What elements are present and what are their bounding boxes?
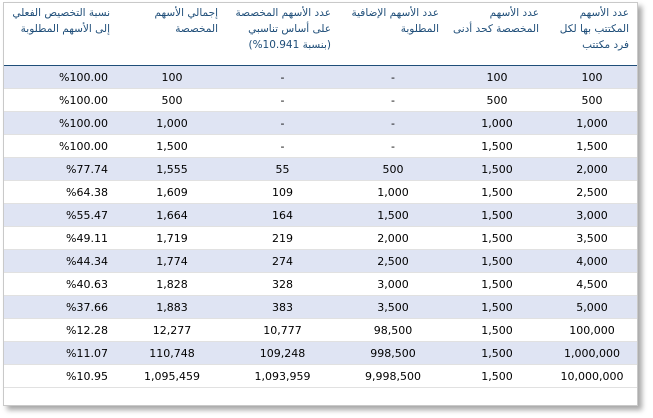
cell-pro-rata-allocated: 274 [226, 250, 339, 273]
table-row [4, 135, 637, 158]
cell-minimum-allocated: 1,500 [447, 342, 547, 365]
cell-total-allocated: 1,664 [118, 204, 226, 227]
table-row [4, 273, 637, 296]
cell-minimum-allocated: 1,000 [447, 112, 547, 135]
cell-subscribed-shares: 10,000,000 [547, 365, 637, 388]
cell-allocation-ratio: %100.00 [4, 89, 118, 112]
cell-total-allocated: 500 [118, 89, 226, 112]
cell-pro-rata-allocated: 109,248 [226, 342, 339, 365]
cell-pro-rata-allocated: 10,777 [226, 319, 339, 342]
cell-total-allocated: 1,095,459 [118, 365, 226, 388]
cell-pro-rata-allocated: 219 [226, 227, 339, 250]
table-row [4, 66, 637, 89]
cell-minimum-allocated: 100 [447, 66, 547, 89]
cell-pro-rata-allocated: 164 [226, 204, 339, 227]
allocation-table-panel [3, 2, 638, 406]
cell-additional-requested: 98,500 [339, 319, 447, 342]
cell-total-allocated: 1,828 [118, 273, 226, 296]
cell-additional-requested: 1,500 [339, 204, 447, 227]
table-row [4, 158, 637, 181]
cell-allocation-ratio: %10.95 [4, 365, 118, 388]
cell-allocation-ratio: %37.66 [4, 296, 118, 319]
cell-allocation-ratio: %44.34 [4, 250, 118, 273]
cell-subscribed-shares: 2,500 [547, 181, 637, 204]
header-pro-rata-allocated: عدد الأسهم المخصصة على أساس تناسبي (بنسبة 10.941%) [235, 7, 331, 51]
cell-allocation-ratio: %11.07 [4, 342, 118, 365]
cell-additional-requested: 3,500 [339, 296, 447, 319]
table-row [4, 250, 637, 273]
cell-total-allocated: 1,000 [118, 112, 226, 135]
cell-pro-rata-allocated: - [226, 89, 339, 112]
cell-allocation-ratio: %100.00 [4, 112, 118, 135]
cell-total-allocated: 1,609 [118, 181, 226, 204]
table-row [4, 227, 637, 250]
cell-subscribed-shares: 3,500 [547, 227, 637, 250]
cell-allocation-ratio: %77.74 [4, 158, 118, 181]
cell-subscribed-shares: 100,000 [547, 319, 637, 342]
cell-minimum-allocated: 1,500 [447, 158, 547, 181]
header-allocation-ratio: نسبة التخصيص الفعلي إلى الأسهم المطلوبة [12, 7, 110, 35]
cell-allocation-ratio: %12.28 [4, 319, 118, 342]
cell-pro-rata-allocated: 328 [226, 273, 339, 296]
cell-minimum-allocated: 1,500 [447, 319, 547, 342]
cell-additional-requested: 9,998,500 [339, 365, 447, 388]
cell-additional-requested: 2,500 [339, 250, 447, 273]
cell-subscribed-shares: 2,000 [547, 158, 637, 181]
cell-additional-requested: - [339, 135, 447, 158]
cell-additional-requested: 500 [339, 158, 447, 181]
cell-additional-requested: 1,000 [339, 181, 447, 204]
cell-minimum-allocated: 1,500 [447, 181, 547, 204]
cell-allocation-ratio: %64.38 [4, 181, 118, 204]
cell-subscribed-shares: 5,000 [547, 296, 637, 319]
cell-minimum-allocated: 1,500 [447, 135, 547, 158]
cell-total-allocated: 1,500 [118, 135, 226, 158]
cell-subscribed-shares: 4,000 [547, 250, 637, 273]
cell-pro-rata-allocated: 55 [226, 158, 339, 181]
header-row [4, 3, 637, 66]
cell-minimum-allocated: 1,500 [447, 273, 547, 296]
cell-additional-requested: - [339, 89, 447, 112]
cell-minimum-allocated: 1,500 [447, 204, 547, 227]
header-additional-requested: عدد الأسهم الإضافية المطلوبة [351, 7, 439, 35]
table-row [4, 204, 637, 227]
cell-minimum-allocated: 500 [447, 89, 547, 112]
cell-additional-requested: - [339, 112, 447, 135]
cell-allocation-ratio: %55.47 [4, 204, 118, 227]
cell-allocation-ratio: %100.00 [4, 66, 118, 89]
cell-total-allocated: 110,748 [118, 342, 226, 365]
cell-additional-requested: 2,000 [339, 227, 447, 250]
cell-allocation-ratio: %100.00 [4, 135, 118, 158]
cell-total-allocated: 1,719 [118, 227, 226, 250]
cell-subscribed-shares: 100 [547, 66, 637, 89]
table-row [4, 296, 637, 319]
cell-total-allocated: 100 [118, 66, 226, 89]
cell-subscribed-shares: 3,000 [547, 204, 637, 227]
allocation-table [4, 3, 637, 388]
cell-minimum-allocated: 1,500 [447, 250, 547, 273]
cell-allocation-ratio: %40.63 [4, 273, 118, 296]
cell-subscribed-shares: 500 [547, 89, 637, 112]
table-row [4, 365, 637, 388]
cell-subscribed-shares: 1,500 [547, 135, 637, 158]
cell-additional-requested: 998,500 [339, 342, 447, 365]
table-row [4, 181, 637, 204]
cell-pro-rata-allocated: - [226, 112, 339, 135]
cell-pro-rata-allocated: 383 [226, 296, 339, 319]
table-row [4, 342, 637, 365]
cell-total-allocated: 1,883 [118, 296, 226, 319]
cell-minimum-allocated: 1,500 [447, 365, 547, 388]
cell-pro-rata-allocated: - [226, 66, 339, 89]
header-total-allocated: إجمالي الأسهم المخصصة [154, 7, 218, 35]
cell-total-allocated: 12,277 [118, 319, 226, 342]
cell-subscribed-shares: 1,000,000 [547, 342, 637, 365]
cell-total-allocated: 1,555 [118, 158, 226, 181]
cell-total-allocated: 1,774 [118, 250, 226, 273]
cell-pro-rata-allocated: - [226, 135, 339, 158]
cell-pro-rata-allocated: 1,093,959 [226, 365, 339, 388]
header-minimum-allocated: عدد الأسهم المخصصة كحد أدنى [452, 7, 539, 35]
header-subscribed-shares: عدد الأسهم المكتتب بها لكل فرد مكتتب [559, 7, 629, 51]
cell-pro-rata-allocated: 109 [226, 181, 339, 204]
cell-allocation-ratio: %49.11 [4, 227, 118, 250]
cell-additional-requested: 3,000 [339, 273, 447, 296]
cell-additional-requested: - [339, 66, 447, 89]
table-row [4, 89, 637, 112]
cell-subscribed-shares: 1,000 [547, 112, 637, 135]
table-row [4, 112, 637, 135]
cell-minimum-allocated: 1,500 [447, 227, 547, 250]
cell-minimum-allocated: 1,500 [447, 296, 547, 319]
table-row [4, 319, 637, 342]
cell-subscribed-shares: 4,500 [547, 273, 637, 296]
